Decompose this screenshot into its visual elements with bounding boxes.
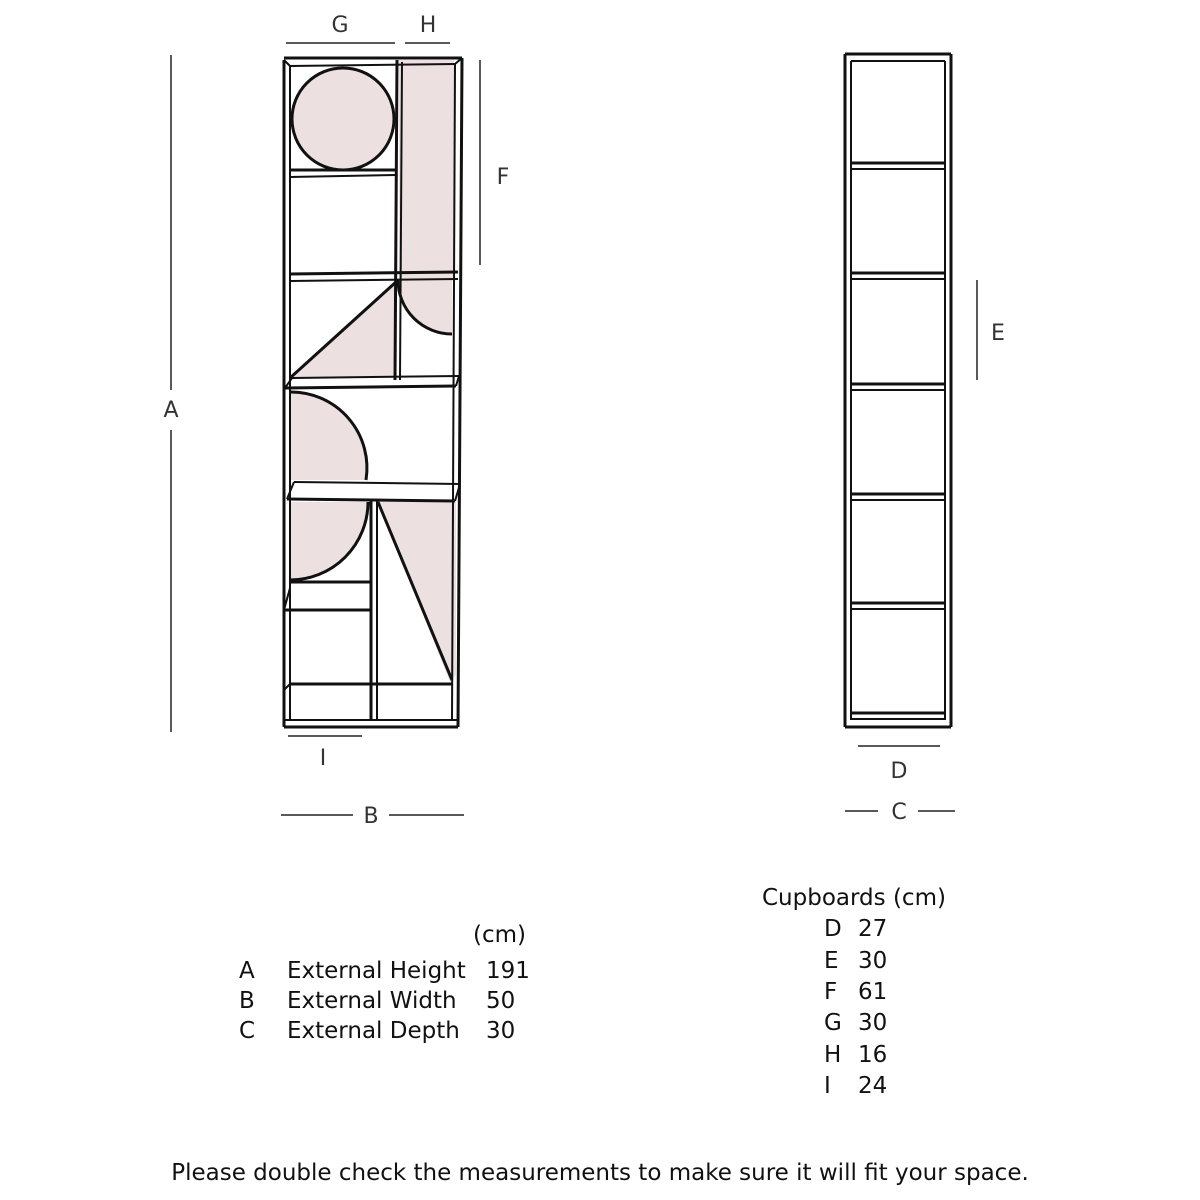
cupboard-letter: D xyxy=(824,916,842,942)
label-E: E xyxy=(991,321,1005,346)
cupboard-letter: F xyxy=(824,979,838,1005)
front-view xyxy=(284,58,462,727)
divider-upper xyxy=(395,60,397,380)
row-name: External Height xyxy=(287,958,466,984)
cupboard-value: 61 xyxy=(858,979,888,1005)
cupboard-letter: H xyxy=(824,1042,842,1068)
label-D: D xyxy=(890,759,908,784)
label-B: B xyxy=(363,804,379,829)
row-value: 191 xyxy=(486,958,530,984)
row-name: External Depth xyxy=(287,1018,460,1044)
row-letter: C xyxy=(239,1018,256,1044)
cupboard-letter: I xyxy=(824,1073,831,1099)
label-F: F xyxy=(496,165,510,190)
cupboard-value: 24 xyxy=(858,1073,888,1099)
label-C: C xyxy=(891,800,907,825)
side-dimensions xyxy=(845,280,977,811)
row-value: 30 xyxy=(486,1018,516,1044)
decorative-panels xyxy=(290,60,456,682)
shelf-1 xyxy=(290,272,458,274)
label-H: H xyxy=(419,13,437,38)
row-letter: A xyxy=(239,958,255,984)
row-letter: B xyxy=(239,988,255,1014)
label-I: I xyxy=(319,746,327,771)
row-value: 50 xyxy=(486,988,516,1014)
tall-strip-panel xyxy=(399,60,454,278)
frame-right-outer xyxy=(458,58,462,727)
side-shelves xyxy=(851,163,945,719)
footer-note: Please double check the measurements to make sure it will fit your space. xyxy=(171,1160,1029,1186)
quarter-circle-panel xyxy=(398,278,452,333)
shelf-2 xyxy=(285,386,456,388)
label-G: G xyxy=(331,13,349,38)
cupboards-title: Cupboards (cm) xyxy=(762,885,946,911)
side-view xyxy=(845,54,951,727)
cupboard-letter: E xyxy=(824,948,839,974)
label-A: A xyxy=(163,398,179,423)
half-circle-panel-top xyxy=(290,392,367,480)
cupboard-value: 16 xyxy=(858,1042,888,1068)
cupboard-value: 30 xyxy=(858,1010,888,1036)
cupboard-letter: G xyxy=(824,1010,842,1036)
cupboard-value: 27 xyxy=(858,916,888,942)
row-name: External Width xyxy=(287,988,457,1014)
shelf-3 xyxy=(287,499,455,501)
unit-header: (cm) xyxy=(473,922,526,948)
cupboard-value: 30 xyxy=(858,948,888,974)
